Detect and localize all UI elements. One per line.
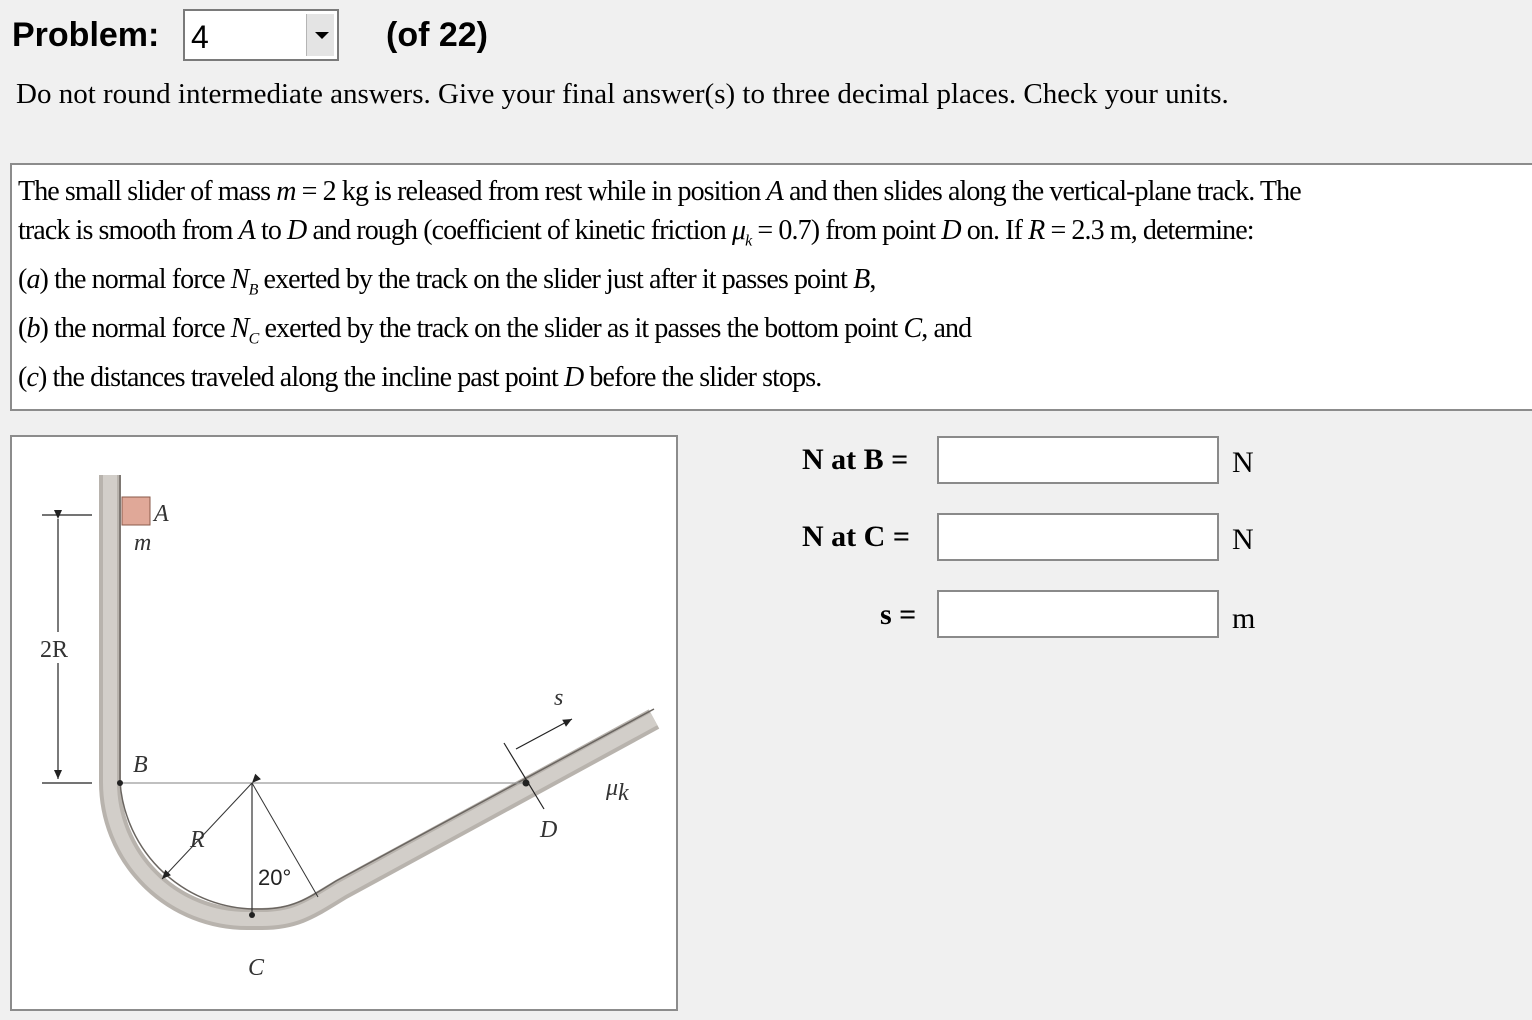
symbol-D: D [941, 214, 961, 246]
answer-label-nc: N at C = [802, 520, 910, 553]
answer-label-s: s = [880, 598, 917, 631]
label-R: R [190, 827, 205, 853]
text: exerted by the track on the slider as it passes the bottom point [258, 312, 904, 344]
part-letter: c [26, 361, 38, 393]
text: ) the distances traveled along the incline past point [37, 361, 564, 393]
text: and then slides along the vertical-plane track. The [782, 176, 1301, 207]
answer-unit-nb: N [1232, 446, 1254, 479]
point-C [249, 912, 255, 918]
symbol-D: D [563, 361, 584, 393]
label-C: C [248, 955, 265, 981]
s-answer-input[interactable] [937, 590, 1219, 638]
symbol-m: m [276, 176, 296, 207]
symbol-N: N [230, 263, 249, 295]
text: , and [921, 312, 972, 344]
text: = 0.7) from point [751, 214, 942, 246]
label-s: s [554, 685, 564, 711]
problem-line-5 [18, 359, 1532, 398]
part-letter: a [26, 263, 40, 295]
text: exerted by the track on the slider just after it passes point [257, 263, 854, 295]
label-B: B [133, 752, 148, 778]
problem-line-4 [18, 310, 1532, 359]
problem-number-value: 4 [191, 19, 209, 55]
label-2R: 2R [40, 637, 69, 663]
part-letter: b [26, 312, 40, 344]
text: = 2.3 m, determine: [1044, 214, 1254, 246]
symbol-A: A [238, 214, 255, 246]
problem-number-select[interactable] [183, 9, 339, 61]
text: before the slider stops. [583, 361, 822, 393]
symbol-N: N [230, 312, 249, 344]
s-arrow [516, 719, 572, 749]
label-mu: μ [606, 775, 619, 801]
symbol-R: R [1028, 214, 1045, 246]
problem-total: (of 22) [386, 16, 488, 54]
label-k: k [618, 780, 629, 806]
track-diagram [12, 437, 678, 1011]
text: track is smooth from [18, 214, 239, 246]
answer-unit-nc: N [1232, 523, 1254, 556]
symbol-C: C [903, 312, 922, 344]
symbol-k: k [745, 232, 752, 250]
text: The small slider of mass [18, 176, 277, 207]
symbol-sub: C [248, 330, 259, 348]
problem-statement [10, 163, 1532, 411]
text: ( [18, 263, 27, 295]
label-angle: 20° [258, 865, 292, 890]
label-m: m [134, 530, 152, 556]
text: and rough (coefficient of kinetic friction [306, 214, 732, 246]
nc-answer-input[interactable] [937, 513, 1219, 561]
text: ( [18, 312, 27, 344]
chevron-down-icon[interactable] [306, 14, 334, 56]
text: on. If [960, 214, 1029, 246]
slider-block [122, 497, 150, 525]
text: to [254, 214, 288, 246]
problem-line-2 [18, 212, 1532, 261]
problem-line-3 [18, 261, 1532, 310]
answer-label-nb: N at B = [802, 443, 909, 476]
symbol-A: A [766, 176, 783, 207]
answer-unit-s: m [1232, 602, 1256, 635]
text: , [869, 263, 876, 295]
text: ) the normal force [39, 263, 231, 295]
text: ( [18, 361, 27, 393]
symbol-B: B [853, 263, 870, 295]
radius-R-line [162, 783, 252, 879]
point-B [117, 780, 123, 786]
problem-line-1 [18, 173, 1532, 212]
nb-answer-input[interactable] [937, 436, 1219, 484]
instructions-text: Do not round intermediate answers. Give your final answer(s) to three decimal places. Check your units. [16, 78, 1229, 110]
label-D: D [540, 817, 558, 843]
text: = 2 kg is released from rest while in position [295, 176, 767, 207]
problem-label: Problem: [12, 16, 160, 54]
symbol-mu: μ [731, 214, 746, 246]
symbol-D: D [287, 214, 307, 246]
text: ) the normal force [39, 312, 231, 344]
problem-figure [10, 435, 678, 1011]
symbol-sub: B [248, 281, 258, 299]
label-A: A [154, 501, 169, 527]
